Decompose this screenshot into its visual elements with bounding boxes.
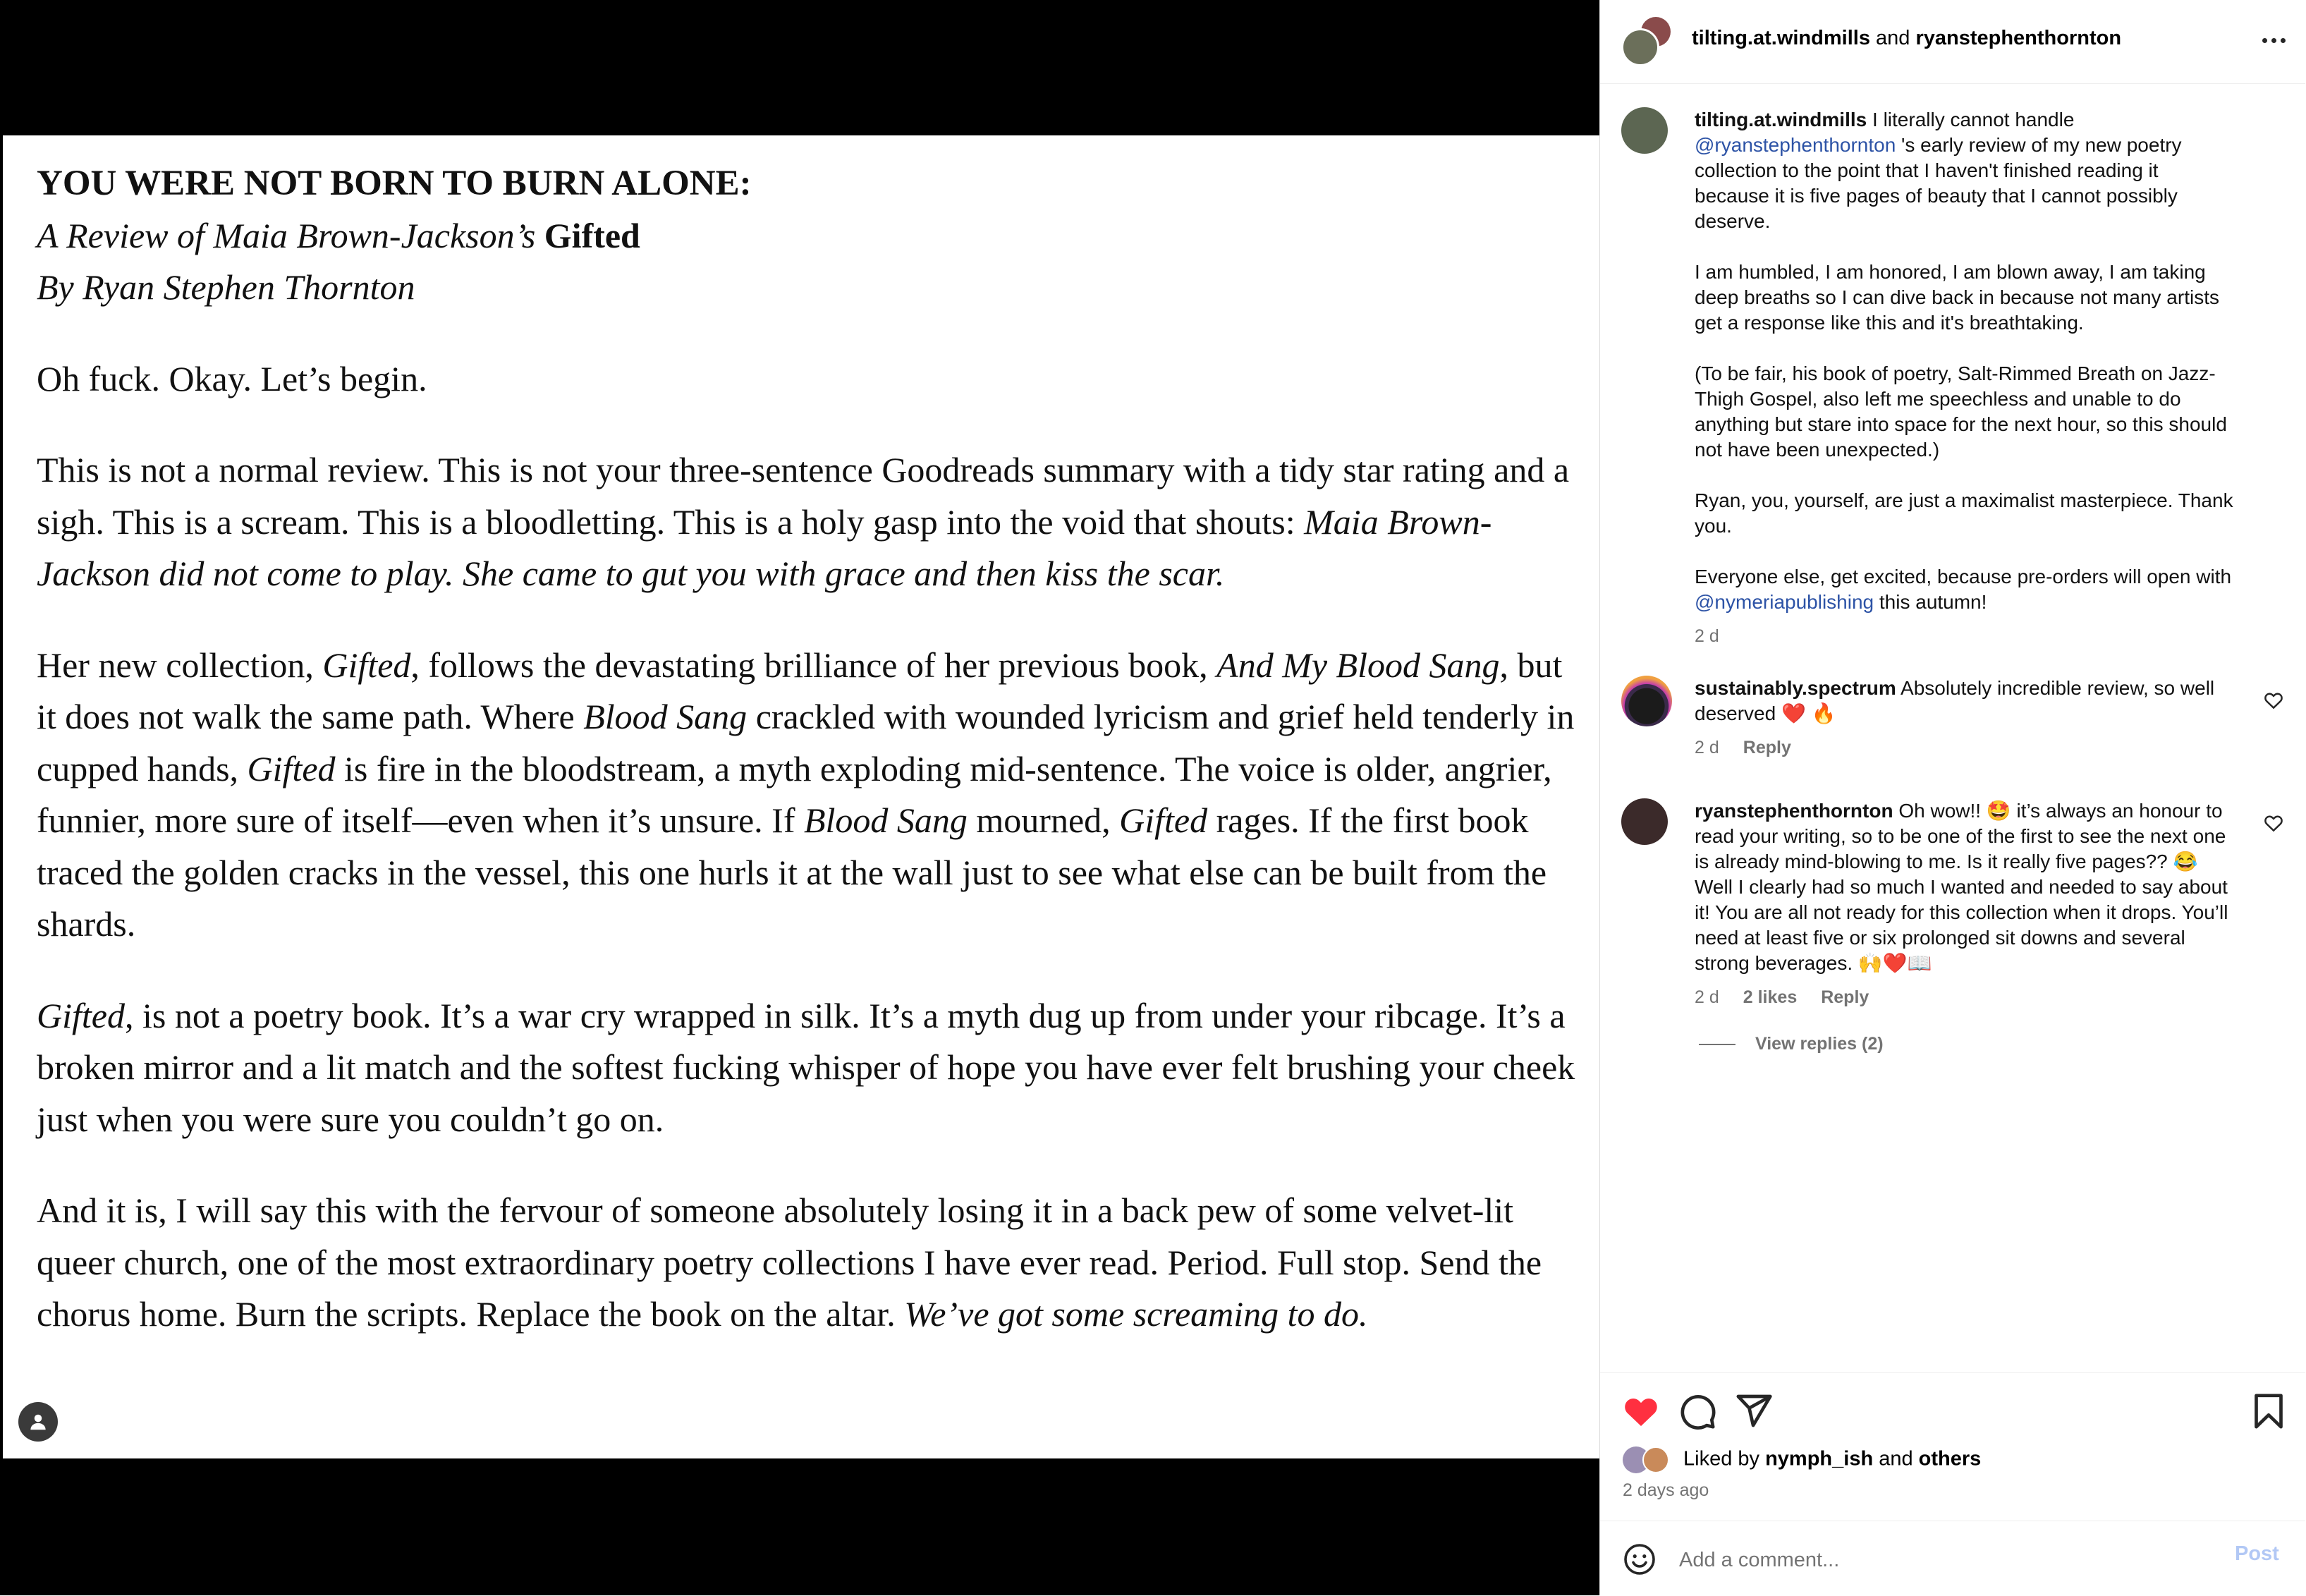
review-paragraph: Her new collection, Gifted, follows the devastating brilliance of her previous book, And My Blood Sang, but it does not walk the same path. Where Blood Sang crackled with wounded lyricism and grief held tenderly in cupped hands, Gifted is fire in the bloodstream, a myth exploding mid-sentence. The voice is older, angrier, funnier, more sure of itself—even when it’s unsure. If Blood Sang mourned, Gifted rages. If the first book traced the golden cracks in the vessel, this one hurls it at the wall just to see what else can be built from the shards.	[37, 645, 1575, 944]
timestamp: 2 d	[1695, 738, 1719, 757]
more-options-button[interactable]	[2256, 24, 2291, 56]
emoji-icon[interactable]	[1623, 1542, 1657, 1576]
avatar[interactable]	[1621, 798, 1668, 845]
timestamp: 2 d	[1695, 626, 1719, 646]
comment-meta	[1695, 623, 2238, 649]
review-byline: By Ryan Stephen Thornton	[37, 267, 415, 307]
caption-paragraph: Ryan, you, yourself, are just a maximalist masterpiece. Thank you.	[1695, 489, 2233, 537]
review-text	[37, 158, 1581, 1380]
comment-meta	[1695, 985, 2238, 1010]
reply-button[interactable]: Reply	[1821, 987, 1869, 1007]
liked-by-others-link[interactable]: others	[1918, 1447, 1982, 1470]
action-bar	[1600, 1372, 2305, 1521]
username-link[interactable]: ryanstephenthornton	[1695, 800, 1893, 822]
author-link[interactable]: ryanstephenthornton	[1915, 27, 2122, 49]
review-paragraph: Oh fuck. Okay. Let’s begin.	[37, 358, 427, 398]
user-icon	[28, 1411, 49, 1432]
review-heading: YOU WERE NOT BORN TO BURN ALONE:	[37, 164, 752, 203]
view-replies-button[interactable]: View replies (2)	[1699, 1034, 1884, 1054]
review-page	[3, 135, 1599, 1458]
comment-bubble-icon[interactable]	[1678, 1391, 1717, 1431]
liked-by-user-link[interactable]: nymph_ish	[1765, 1447, 1874, 1470]
like-comment-heart-icon[interactable]	[2263, 812, 2284, 834]
caption-paragraph: (To be fair, his book of poetry, Salt-Rimmed Breath on Jazz-Thigh Gospel, also left me speechless and unable to do anything but stare into space for the next hour, so this should not have been unexpected.)	[1695, 363, 2227, 461]
comment-body: sustainably.spectrum Absolutely incredible review, so well deserved ❤️ 🔥 2 d Reply	[1695, 676, 2238, 760]
reply-button[interactable]: Reply	[1743, 738, 1791, 757]
review-paragraph: And it is, I will say this with the fervour of someone absolutely losing it in a back pew of some velvet-lit queer church, one of the most extraordinary poetry collections I have ever read. Period. Full stop. Send the chorus home. Burn the scripts. Replace the book on the altar. We’ve got some screaming to do.	[37, 1190, 1542, 1334]
post-header	[1600, 0, 2305, 84]
like-comment-heart-icon[interactable]	[2263, 690, 2284, 711]
comment-bar	[1600, 1521, 2305, 1596]
timestamp: 2 d	[1695, 987, 1719, 1007]
avatar[interactable]	[1621, 28, 1659, 66]
save-bookmark-icon[interactable]	[2249, 1391, 2288, 1431]
caption-paragraph: Everyone else, get excited, because pre-orders will open with @nymeriapublishing this autumn!	[1695, 566, 2232, 613]
review-subtitle: A Review of Maia Brown-Jackson’s Gifted	[37, 215, 640, 255]
avatar[interactable]	[1621, 676, 1672, 726]
share-paper-plane-icon[interactable]	[1734, 1391, 1774, 1431]
comment-meta	[1695, 735, 2238, 760]
post-date: 2 days ago	[1623, 1480, 1709, 1500]
caption-paragraph: I am humbled, I am honored, I am blown away, I am taking deep breaths so I can dive back in because not many artists get a response like this and it's breathtaking.	[1695, 261, 2219, 334]
post-button[interactable]: Post	[2235, 1542, 2279, 1565]
caption-body: tilting.at.windmills I literally cannot handle @ryanstephenthornton 's early review of my new poetry collection to the point that I haven't finished reading it because it is five pages of beauty that I cannot possibly deserve. I am humbled, I am honored, I am blown away, I am taking deep breaths so I can dive back in because not many artists get a response like this and it's breathtaking. (To be fair, his book of poetry, Salt-Rimmed Breath on Jazz-Thigh Gospel, also left me speechless and unable to do anything but stare into space for the next hour, so this should not have been unexpected.) Ryan, you, yourself, are just a maximalist masterpiece. Thank you. Everyone else, get excited, because pre-orders will open with @nymeriapublishing this autumn! 2 d	[1695, 107, 2238, 649]
review-paragraph: Gifted, is not a poetry book. It’s a war cry wrapped in silk. It’s a myth dug up from under your ribcage. It’s a broken mirror and a lit match and the softest fucking whisper of hope you have ever felt brushing your cheek just when you were sure you couldn’t go on.	[37, 995, 1575, 1139]
liked-by: Liked by nymph_ish and others	[1623, 1446, 1981, 1473]
liked-by-avatars	[1623, 1446, 1673, 1473]
comment-input[interactable]	[1678, 1540, 2202, 1580]
comment-body: ryanstephenthornton Oh wow!! 🤩 it’s always an honour to read your writing, so to be one of the first to see the next one is already mind-blowing to me. Is it really five pages?? 😂 Well I clearly had so much I wanted and needed to say about it! You are all not ready for this collection when it drops. You’ll need at least five or six prolonged sit downs and several strong beverages. 🙌❤️📖 2 d 2 likes Reply	[1695, 798, 2238, 1010]
tagged-users-button[interactable]	[18, 1402, 58, 1442]
avatar[interactable]	[1621, 107, 1668, 154]
username-link[interactable]: sustainably.spectrum	[1695, 677, 1896, 699]
mention-link[interactable]: @ryanstephenthornton	[1695, 134, 1896, 156]
post-authors: tilting.at.windmills and ryanstephenthornton	[1692, 27, 2122, 49]
more-icon	[2262, 38, 2267, 43]
username-link[interactable]: tilting.at.windmills	[1695, 109, 1867, 130]
like-heart-icon[interactable]	[1621, 1391, 1661, 1431]
mention-link[interactable]: @nymeriapublishing	[1695, 591, 1874, 613]
post-side-panel	[1599, 0, 2306, 1595]
review-paragraph: This is not a normal review. This is not your three-sentence Goodreads summary with a tidy star rating and a sigh. This is a scream. This is a bloodletting. This is a holy gasp into the void that shouts: Maia Brown-Jackson did not come to play. She came to gut you with grace and then kiss the scar.	[37, 450, 1570, 593]
comment-likes[interactable]: 2 likes	[1743, 987, 1798, 1007]
author-link[interactable]: tilting.at.windmills	[1692, 27, 1870, 49]
